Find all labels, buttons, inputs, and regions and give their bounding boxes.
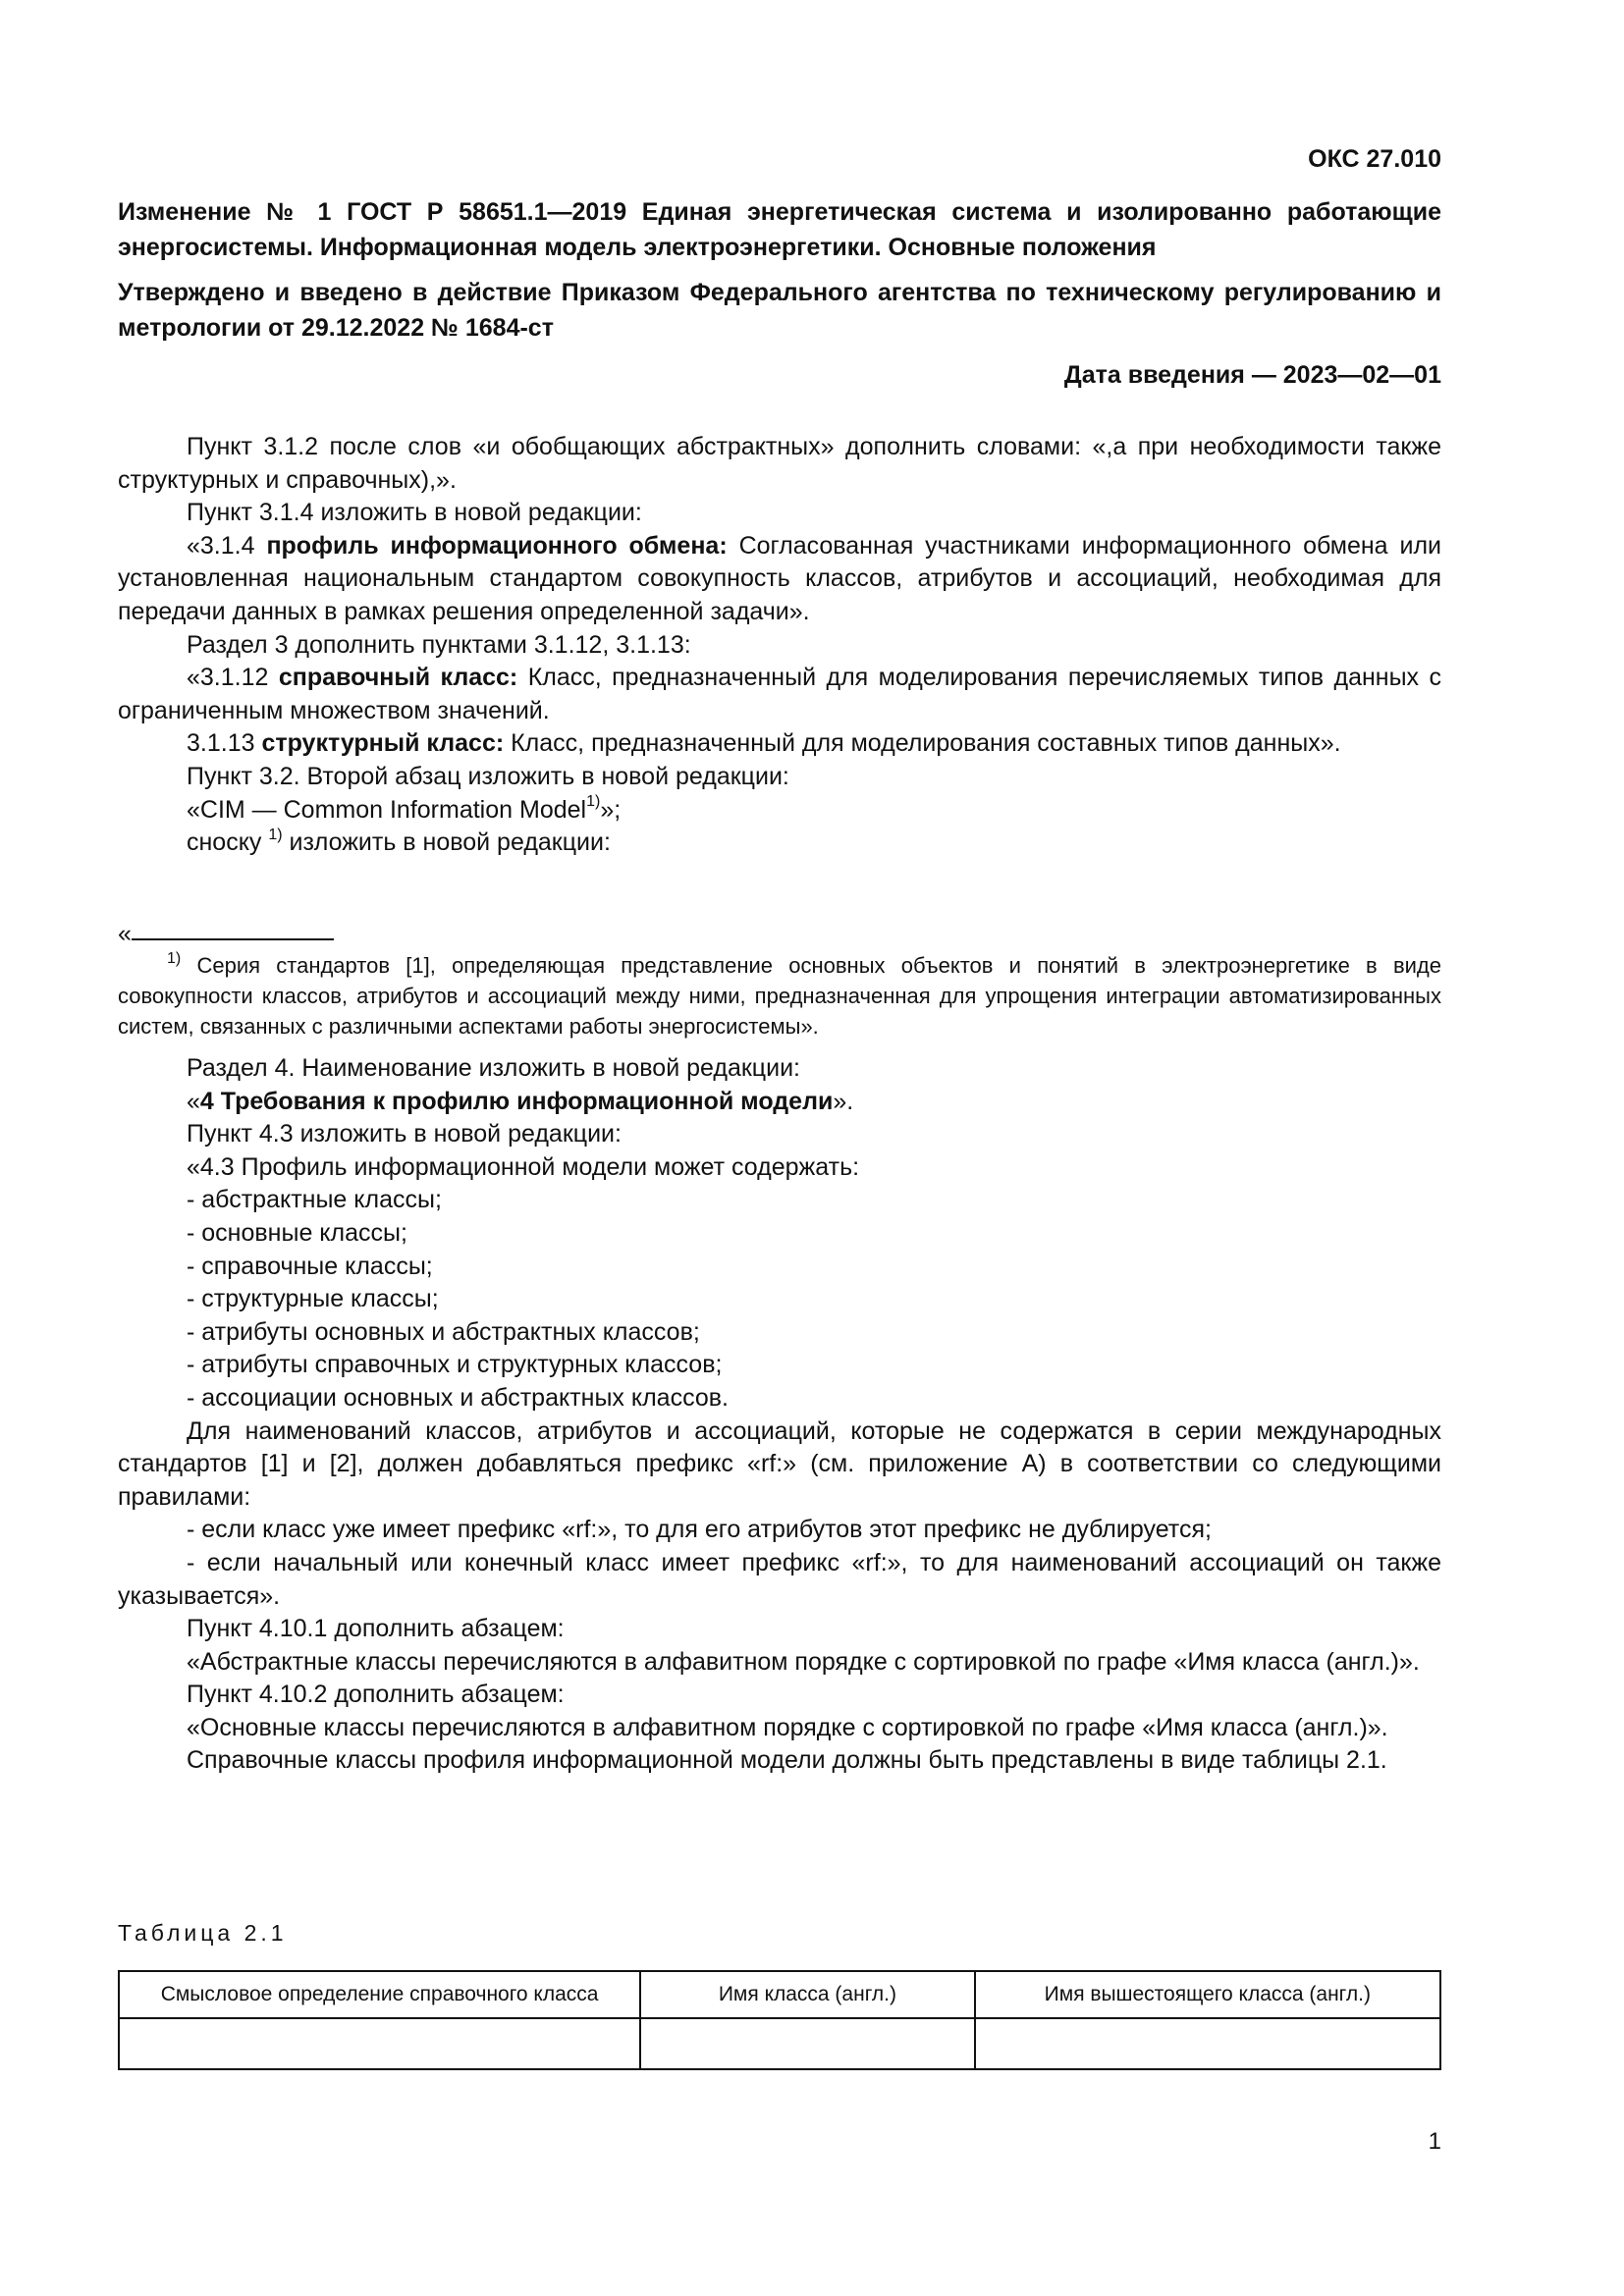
- para-section4-title: «4 Требования к профилю информационной модели».: [187, 1087, 854, 1115]
- para-4-10-1: «Абстрактные классы перечисляются в алфавитном порядке с сортировкой по графе «Имя класса (англ.)».: [187, 1647, 1420, 1676]
- para-4-3: «4.3 Профиль информационной модели может содержать:: [187, 1152, 860, 1181]
- para-4-3-intro: Пункт 4.3 изложить в новой редакции:: [187, 1120, 622, 1148]
- para-3-1-4: «3.1.4 профиль информационного обмена: Согласованная участниками информационного обмена или установленная национальным стандартом совокупность классов, атрибутов и ассоциаций, необходимая для передачи данных в рамках решения определенной задачи».: [118, 531, 1442, 625]
- footnote-separator: «: [118, 920, 334, 948]
- para-4-10-2: «Основные классы перечисляются в алфавитном порядке с сортировкой по графе «Имя класса (англ.)».: [187, 1713, 1388, 1741]
- para-section3-intro: Раздел 3 дополнить пунктами 3.1.12, 3.1.13:: [187, 630, 691, 659]
- table-header-row: [119, 1971, 1440, 2018]
- oks-code: ОКС 27.010: [1308, 145, 1441, 173]
- effective-date: Дата введения — 2023—02—01: [1063, 361, 1441, 389]
- term-exchange-profile: профиль информационного обмена:: [266, 531, 728, 560]
- para-4-10-1-intro: Пункт 4.10.1 дополнить абзацем:: [187, 1615, 565, 1643]
- para-prefix-rule-1: - если класс уже имеет префикс «rf:», то для его атрибутов этот префикс не дублируется;: [187, 1516, 1212, 1544]
- para-3-1-13: 3.1.13 структурный класс: Класс, предназначенный для моделирования составных типов данных».: [187, 729, 1341, 758]
- para-footnote-intro: сноску $^{1)}$ изложить в новой редакции:: [187, 826, 611, 857]
- footnote: $^{1)}$ Серия стандартов [1], определяющая представление основных объектов и понятий в электроэнергетике в виде совокупности классов, атрибутов и ассоциаций между ними, предназначенная для упрощения интеграции автоматизированных систем, связанных с различными аспектами работы энергосистемы».: [118, 949, 1441, 1039]
- term-structural-class: структурный класс:: [261, 729, 505, 758]
- list-item: - абстрактные классы;: [187, 1186, 442, 1214]
- table-cell: [975, 2018, 1440, 2069]
- para-3-1-2: Пункт 3.1.2 после слов «и обобщающих абстрактных» дополнить словами: «,а при необходимости также структурных и справочных),».: [118, 433, 1441, 494]
- approval-statement: Утверждено и введено в действие Приказом Федерального агентства по техническому регулированию и метрологии от 29.12.2022 № 1684-ст: [118, 279, 1441, 342]
- document-title: Изменение № 1 ГОСТ Р 58651.1—2019 Единая энергетическая система и изолированно работающие энергосистемы. Информационная модель электроэнергетики. Основные положения: [118, 198, 1441, 261]
- table-cell: [119, 2018, 640, 2069]
- table-caption: Таблица 2.1: [118, 1920, 288, 1946]
- list-item: - справочные классы;: [187, 1252, 433, 1280]
- table-2-1: [118, 1970, 1441, 2070]
- table-header-cell: Имя вышестоящего класса (англ.): [975, 1971, 1440, 2018]
- para-prefix-rules: Для наименований классов, атрибутов и ассоциаций, которые не содержатся в серии международных стандартов [1] и [2], должен добавляться префикс «rf:» (см. приложение А) в соответствии со следующими правилами:: [118, 1416, 1441, 1511]
- term-reference-class: справочный класс:: [278, 664, 518, 692]
- list-item: - атрибуты основных и абстрактных классов;: [187, 1317, 700, 1346]
- table-header-cell: Имя класса (англ.): [640, 1971, 974, 2018]
- list-item: - атрибуты справочных и структурных классов;: [187, 1351, 723, 1379]
- para-4-10-2-intro: Пункт 4.10.2 дополнить абзацем:: [187, 1681, 565, 1709]
- list-item: - ассоциации основных и абстрактных классов.: [187, 1383, 729, 1412]
- table-cell: [640, 2018, 974, 2069]
- para-cim: «CIM — Common Information Model$^{1)}$»;: [187, 793, 622, 824]
- page-number: 1: [1428, 2128, 1441, 2155]
- para-prefix-rule-2: - если начальный или конечный класс имеет префикс «rf:», то для наименований ассоциаций он также указывается».: [118, 1548, 1441, 1610]
- table-row: [119, 2018, 1440, 2069]
- list-item: - основные классы;: [187, 1218, 407, 1247]
- para-3-1-12: «3.1.12 справочный класс: Класс, предназначенный для моделирования перечисляемых типов данных с ограниченным множеством значений.: [118, 664, 1441, 724]
- amendments-block-1: [118, 431, 1441, 860]
- amendments-block-2: [118, 1052, 1441, 1778]
- para-3-1-4-intro: Пункт 3.1.4 изложить в новой редакции:: [187, 499, 642, 527]
- para-table-intro: Справочные классы профиля информационной модели должны быть представлены в виде таблицы 2.1.: [187, 1746, 1387, 1775]
- table-header-cell: Смысловое определение справочного класса: [119, 1971, 640, 2018]
- para-section4-intro: Раздел 4. Наименование изложить в новой редакции:: [187, 1054, 800, 1082]
- list-item: - структурные классы;: [187, 1285, 439, 1313]
- para-3-2-intro: Пункт 3.2. Второй абзац изложить в новой редакции:: [187, 762, 789, 790]
